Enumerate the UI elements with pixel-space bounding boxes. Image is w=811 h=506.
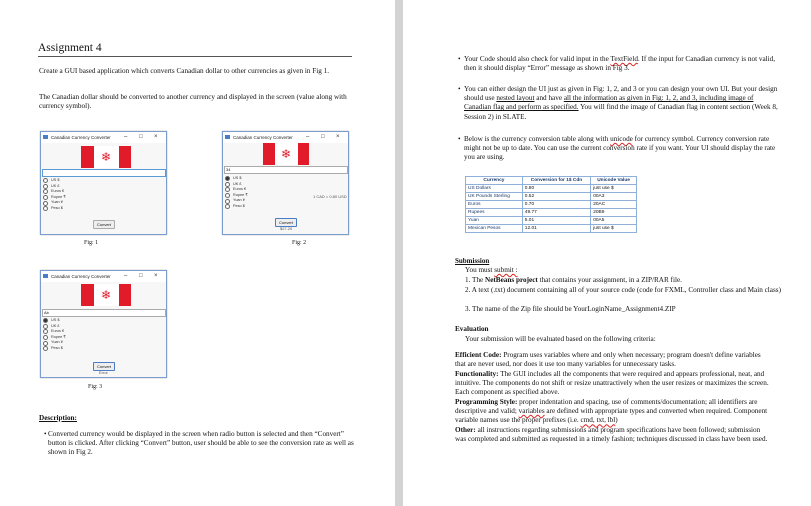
table-cell: 5.01 bbox=[522, 217, 590, 225]
document-page-1 bbox=[0, 0, 395, 506]
maple-leaf-icon: ❄ bbox=[280, 147, 292, 161]
table-cell: just use $ bbox=[591, 225, 637, 233]
close-icon: × bbox=[154, 273, 158, 279]
radio-euro[interactable]: Euros € bbox=[43, 189, 66, 195]
criterion-efficient-code: Efficient Code: Program uses variables where and only when necessary; program doesn't define variables that are never used, nor does it use too many variables for unnecessary tasks. bbox=[455, 351, 761, 369]
canada-flag-image bbox=[81, 284, 131, 306]
radio-us[interactable]: US $ bbox=[43, 318, 66, 324]
table-cell: 12.01 bbox=[522, 225, 590, 233]
table-cell: 00A3 bbox=[591, 193, 637, 201]
table-cell: 20AC bbox=[591, 201, 637, 209]
radio-euro[interactable]: Euros € bbox=[43, 329, 66, 335]
table-cell: US Dollars bbox=[466, 185, 523, 193]
table-row bbox=[466, 225, 637, 233]
maple-leaf-icon: ❄ bbox=[100, 288, 112, 302]
result-label: $27.20 bbox=[280, 226, 293, 231]
radio-euro[interactable]: Euros € bbox=[225, 187, 248, 193]
maximize-icon: □ bbox=[139, 273, 143, 279]
submit-line: You must submit : bbox=[465, 266, 518, 274]
conversion-table bbox=[465, 176, 637, 233]
radio-rupee[interactable]: Rupee ₹ bbox=[43, 335, 66, 341]
rate-label: 1 CAD = 0.80 USD bbox=[313, 194, 347, 199]
document-page-2 bbox=[403, 0, 811, 506]
canada-flag-image bbox=[263, 143, 309, 165]
convert-button[interactable]: Convert bbox=[275, 218, 297, 227]
currency-radio-group bbox=[43, 318, 66, 352]
radio-yuan[interactable]: Yuan ¥ bbox=[43, 200, 66, 206]
convert-button[interactable]: Convert bbox=[93, 220, 115, 229]
table-cell: 00A5 bbox=[591, 217, 637, 225]
table-cell: Euros bbox=[466, 201, 523, 209]
criterion-functionality: Functionality: The GUI includes all the components that were required and appears professional, neat, and intuitive. The components do not shift or resize unattractively when the user resizes or maximizes the screen. Each component as specified above. bbox=[455, 370, 769, 397]
fig1-titlebar: Canadian Currency Converter – □ × bbox=[41, 132, 166, 143]
fig2-titlebar: Canadian Currency Converter – □ × bbox=[223, 132, 348, 143]
validation-bullet: Your Code should also check for valid input in the TextField. If the input for Canadian currency is not valid, then it should display “Error” message as shown in Fig 3. bbox=[464, 55, 776, 73]
submission-item-2: 2. A text (.txt) document containing all of your source code (code for FXML, Controller class and Main class) bbox=[465, 286, 781, 294]
amount-input[interactable]: 34 bbox=[224, 166, 348, 174]
maximize-icon: □ bbox=[321, 134, 325, 140]
header-conversion: Conversion for 1$ Cdn bbox=[522, 177, 590, 185]
table-cell: 49.77 bbox=[522, 209, 590, 217]
bullet-icon: • bbox=[44, 430, 47, 438]
intro-paragraph-2: The Canadian dollar should be converted to another currency and displayed in the screen (value along with currency symbol). bbox=[39, 93, 347, 111]
table-cell: 0.70 bbox=[522, 201, 590, 209]
radio-peso[interactable]: Peso $ bbox=[225, 204, 248, 210]
radio-us[interactable]: US $ bbox=[225, 176, 248, 182]
maple-leaf-icon: ❄ bbox=[100, 150, 112, 164]
table-cell: just use $ bbox=[591, 185, 637, 193]
table-cell: Yuan bbox=[466, 217, 523, 225]
table-cell: 20B9 bbox=[591, 209, 637, 217]
amount-input[interactable]: Ab bbox=[42, 309, 166, 317]
maximize-icon: □ bbox=[139, 134, 143, 140]
minimize-icon: – bbox=[306, 134, 310, 140]
radio-yuan[interactable]: Yuan ¥ bbox=[43, 340, 66, 346]
description-text: Converted currency would be displayed in the screen when radio button is selected and then “Convert” button is clicked. After clicking “Convert” button, user should be able to see the conversion rate as well as shown in Fig 2. bbox=[48, 430, 354, 457]
bullet-icon: • bbox=[458, 85, 461, 93]
criterion-programming-style: Programming Style: proper indentation and spacing, use of comments/documentation; all identifiers are descriptive and valid; variables are defined with appropriate types and converted when required. Component variable names use the proper prefixes (i.e. cmd, txt, lbl) bbox=[455, 398, 768, 425]
fig1-caption: Fig: 1 bbox=[84, 240, 99, 246]
table-cell: 0.80 bbox=[522, 185, 590, 193]
fig2-caption: Fig: 2 bbox=[292, 240, 307, 246]
evaluation-heading: Evaluation bbox=[455, 325, 489, 333]
header-unicode: Unicode Value bbox=[591, 177, 637, 185]
bullet-icon: • bbox=[458, 55, 461, 63]
table-row bbox=[466, 193, 637, 201]
currency-radio-group bbox=[225, 176, 248, 210]
close-icon: × bbox=[154, 134, 158, 140]
title-rule bbox=[38, 56, 352, 57]
convert-button[interactable]: Convert bbox=[93, 362, 115, 371]
radio-peso[interactable]: Peso $ bbox=[43, 346, 66, 352]
submission-heading: Submission bbox=[455, 257, 490, 265]
submission-item-3: 3. The name of the Zip file should be YourLoginName_Assignment4.ZIP bbox=[465, 305, 676, 313]
table-row bbox=[466, 185, 637, 193]
table-cell: Rupees bbox=[466, 209, 523, 217]
table-row bbox=[466, 201, 637, 209]
radio-rupee[interactable]: Rupee ₹ bbox=[43, 195, 66, 201]
minimize-icon: – bbox=[124, 134, 128, 140]
amount-input[interactable] bbox=[42, 169, 166, 177]
fig3-titlebar: Canadian Currency Converter – □ × bbox=[41, 271, 166, 282]
table-cell: Mexican Pesos bbox=[466, 225, 523, 233]
intro-paragraph-1: Create a GUI based application which converts Canadian dollar to other currencies as given in Fig 1. bbox=[39, 67, 330, 75]
fig3-caption: Fig: 3 bbox=[88, 384, 103, 390]
bullet-icon: • bbox=[458, 135, 461, 143]
app-icon bbox=[225, 135, 230, 139]
radio-us[interactable]: US $ bbox=[43, 178, 66, 184]
radio-uk[interactable]: UK £ bbox=[43, 184, 66, 190]
minimize-icon: – bbox=[124, 273, 128, 279]
table-row bbox=[466, 217, 637, 225]
criterion-other: Other: all instructions regarding submissions and program specifications have been followed; submission was completed and submitted as requested in a timely fashion; techniques discussed in class have been used. bbox=[455, 426, 768, 444]
design-bullet: You can either design the UI just as given in Fig: 1, 2, and 3 or you can design your own UI. But your design should use nested layout and have all the information as given in Fig: 1, 2, and 3, including image of Canadian flag and perform as specified. You will find the image of Canadian flag in content section (Week 8, Session 2) in SLATE. bbox=[464, 85, 778, 121]
submission-item-1: 1. The NetBeans project that contains your assignment, in a ZIP/RAR file. bbox=[465, 276, 682, 284]
app-icon bbox=[43, 274, 48, 278]
canada-flag-image bbox=[81, 146, 131, 168]
table-bullet: Below is the currency conversion table along with unicode for currency symbol. Currency conversion rate might not be up to date. You can use the current conversion rate if you want. Your UI should display the rate you are using. bbox=[464, 135, 776, 162]
table-header-row bbox=[466, 177, 637, 185]
fig2-window bbox=[222, 131, 349, 235]
radio-uk[interactable]: UK £ bbox=[225, 182, 248, 188]
app-icon bbox=[43, 135, 48, 139]
description-heading: Description: bbox=[39, 414, 77, 422]
fig3-window bbox=[40, 270, 167, 378]
currency-radio-group bbox=[43, 178, 66, 212]
table-cell: 0.52 bbox=[522, 193, 590, 201]
radio-rupee[interactable]: Rupee ₹ bbox=[225, 193, 248, 199]
close-icon: × bbox=[336, 134, 340, 140]
error-label: Error bbox=[99, 370, 108, 375]
table-cell: UK Pounds Sterling bbox=[466, 193, 523, 201]
fig1-window bbox=[40, 131, 167, 235]
header-currency: Currency bbox=[466, 177, 523, 185]
radio-yuan[interactable]: Yuan ¥ bbox=[225, 198, 248, 204]
radio-uk[interactable]: UK £ bbox=[43, 324, 66, 330]
table-row bbox=[466, 209, 637, 217]
radio-peso[interactable]: Peso $ bbox=[43, 206, 66, 212]
evaluation-intro: Your submission will be evaluated based on the following criteria: bbox=[465, 335, 656, 343]
assignment-title: Assignment 4 bbox=[38, 42, 102, 54]
